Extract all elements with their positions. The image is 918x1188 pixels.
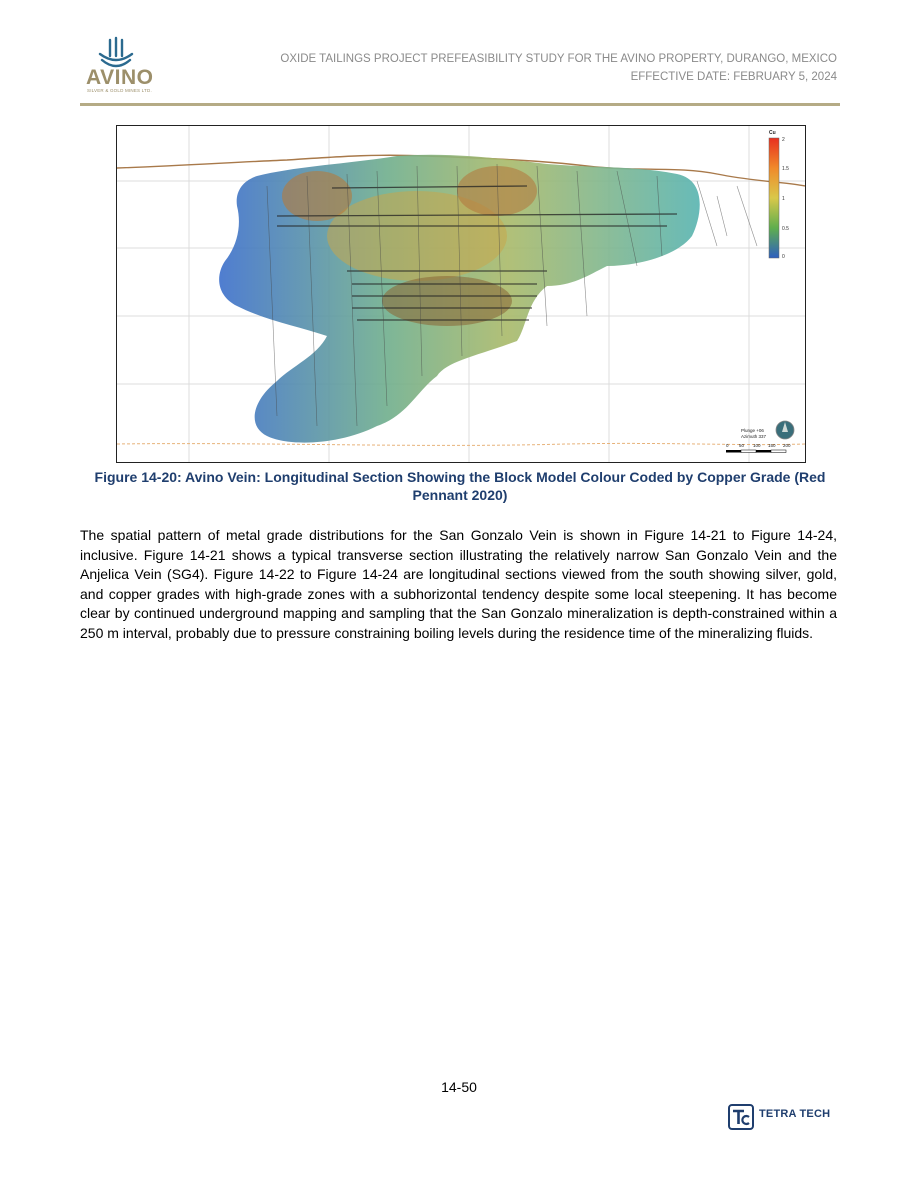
scale-tick: 200 (783, 443, 791, 448)
logo-wordmark: AVINO (86, 66, 154, 89)
body-paragraph: The spatial pattern of metal grade distributions for the San Gonzalo Vein is shown in Figure 14-21 to Figure 14-24, inclusive. Figure 14-21 shows a typical transverse section illustrating the relatively narrow San Gonzalo Vein and the Anjelica Vein (SG4). Figure 14-22 to Figure 14-24 are longitudinal sections viewed from the south showing silver, gold, and copper grades with high-grade zones with a subhorizontal tendency despite some local steepening. It has become clear by continued underground mapping and sampling that the San Gonzalo mineralization is depth-constrained within a 250 m interval, probably due to pressure constraining boiling levels during the residence time of the mineralizing fluids. (80, 527, 837, 641)
tetra-tech-wordmark: TETRA TECH (759, 1108, 831, 1120)
legend-title: Cu (769, 130, 776, 136)
tetra-tech-logo-icon (728, 1104, 754, 1130)
scale-tick: 50 (739, 443, 745, 448)
scale-tick: 150 (768, 443, 776, 448)
longitudinal-section-image (117, 126, 805, 462)
plunge-label: Plunge +06 (741, 428, 764, 433)
legend-tick: 1 (782, 196, 785, 202)
scale-tick: 100 (753, 443, 761, 448)
header-divider (80, 103, 840, 106)
legend-tick: 2 (782, 137, 785, 143)
scale-tick: 0 (726, 443, 729, 448)
logo-tagline: SILVER & GOLD MINES LTD. (87, 88, 152, 93)
effective-date: EFFECTIVE DATE: FEBRUARY 5, 2024 (630, 71, 837, 83)
figure-caption: Figure 14-20: Avino Vein: Longitudinal Section Showing the Block Model Colour Coded by Copper Grade (Red Pennant 2020) (94, 469, 826, 503)
legend-tick: 1.5 (782, 166, 789, 172)
azimuth-label: Azimuth 337 (741, 434, 767, 439)
page-number: 14-50 (441, 1079, 477, 1095)
report-title: OXIDE TAILINGS PROJECT PREFEASIBILITY STUDY FOR THE AVINO PROPERTY, DURANGO, MEXICO (280, 53, 837, 65)
legend-tick: 0.5 (782, 226, 789, 232)
legend-tick: 0 (782, 254, 785, 260)
block-model-figure (116, 125, 806, 463)
